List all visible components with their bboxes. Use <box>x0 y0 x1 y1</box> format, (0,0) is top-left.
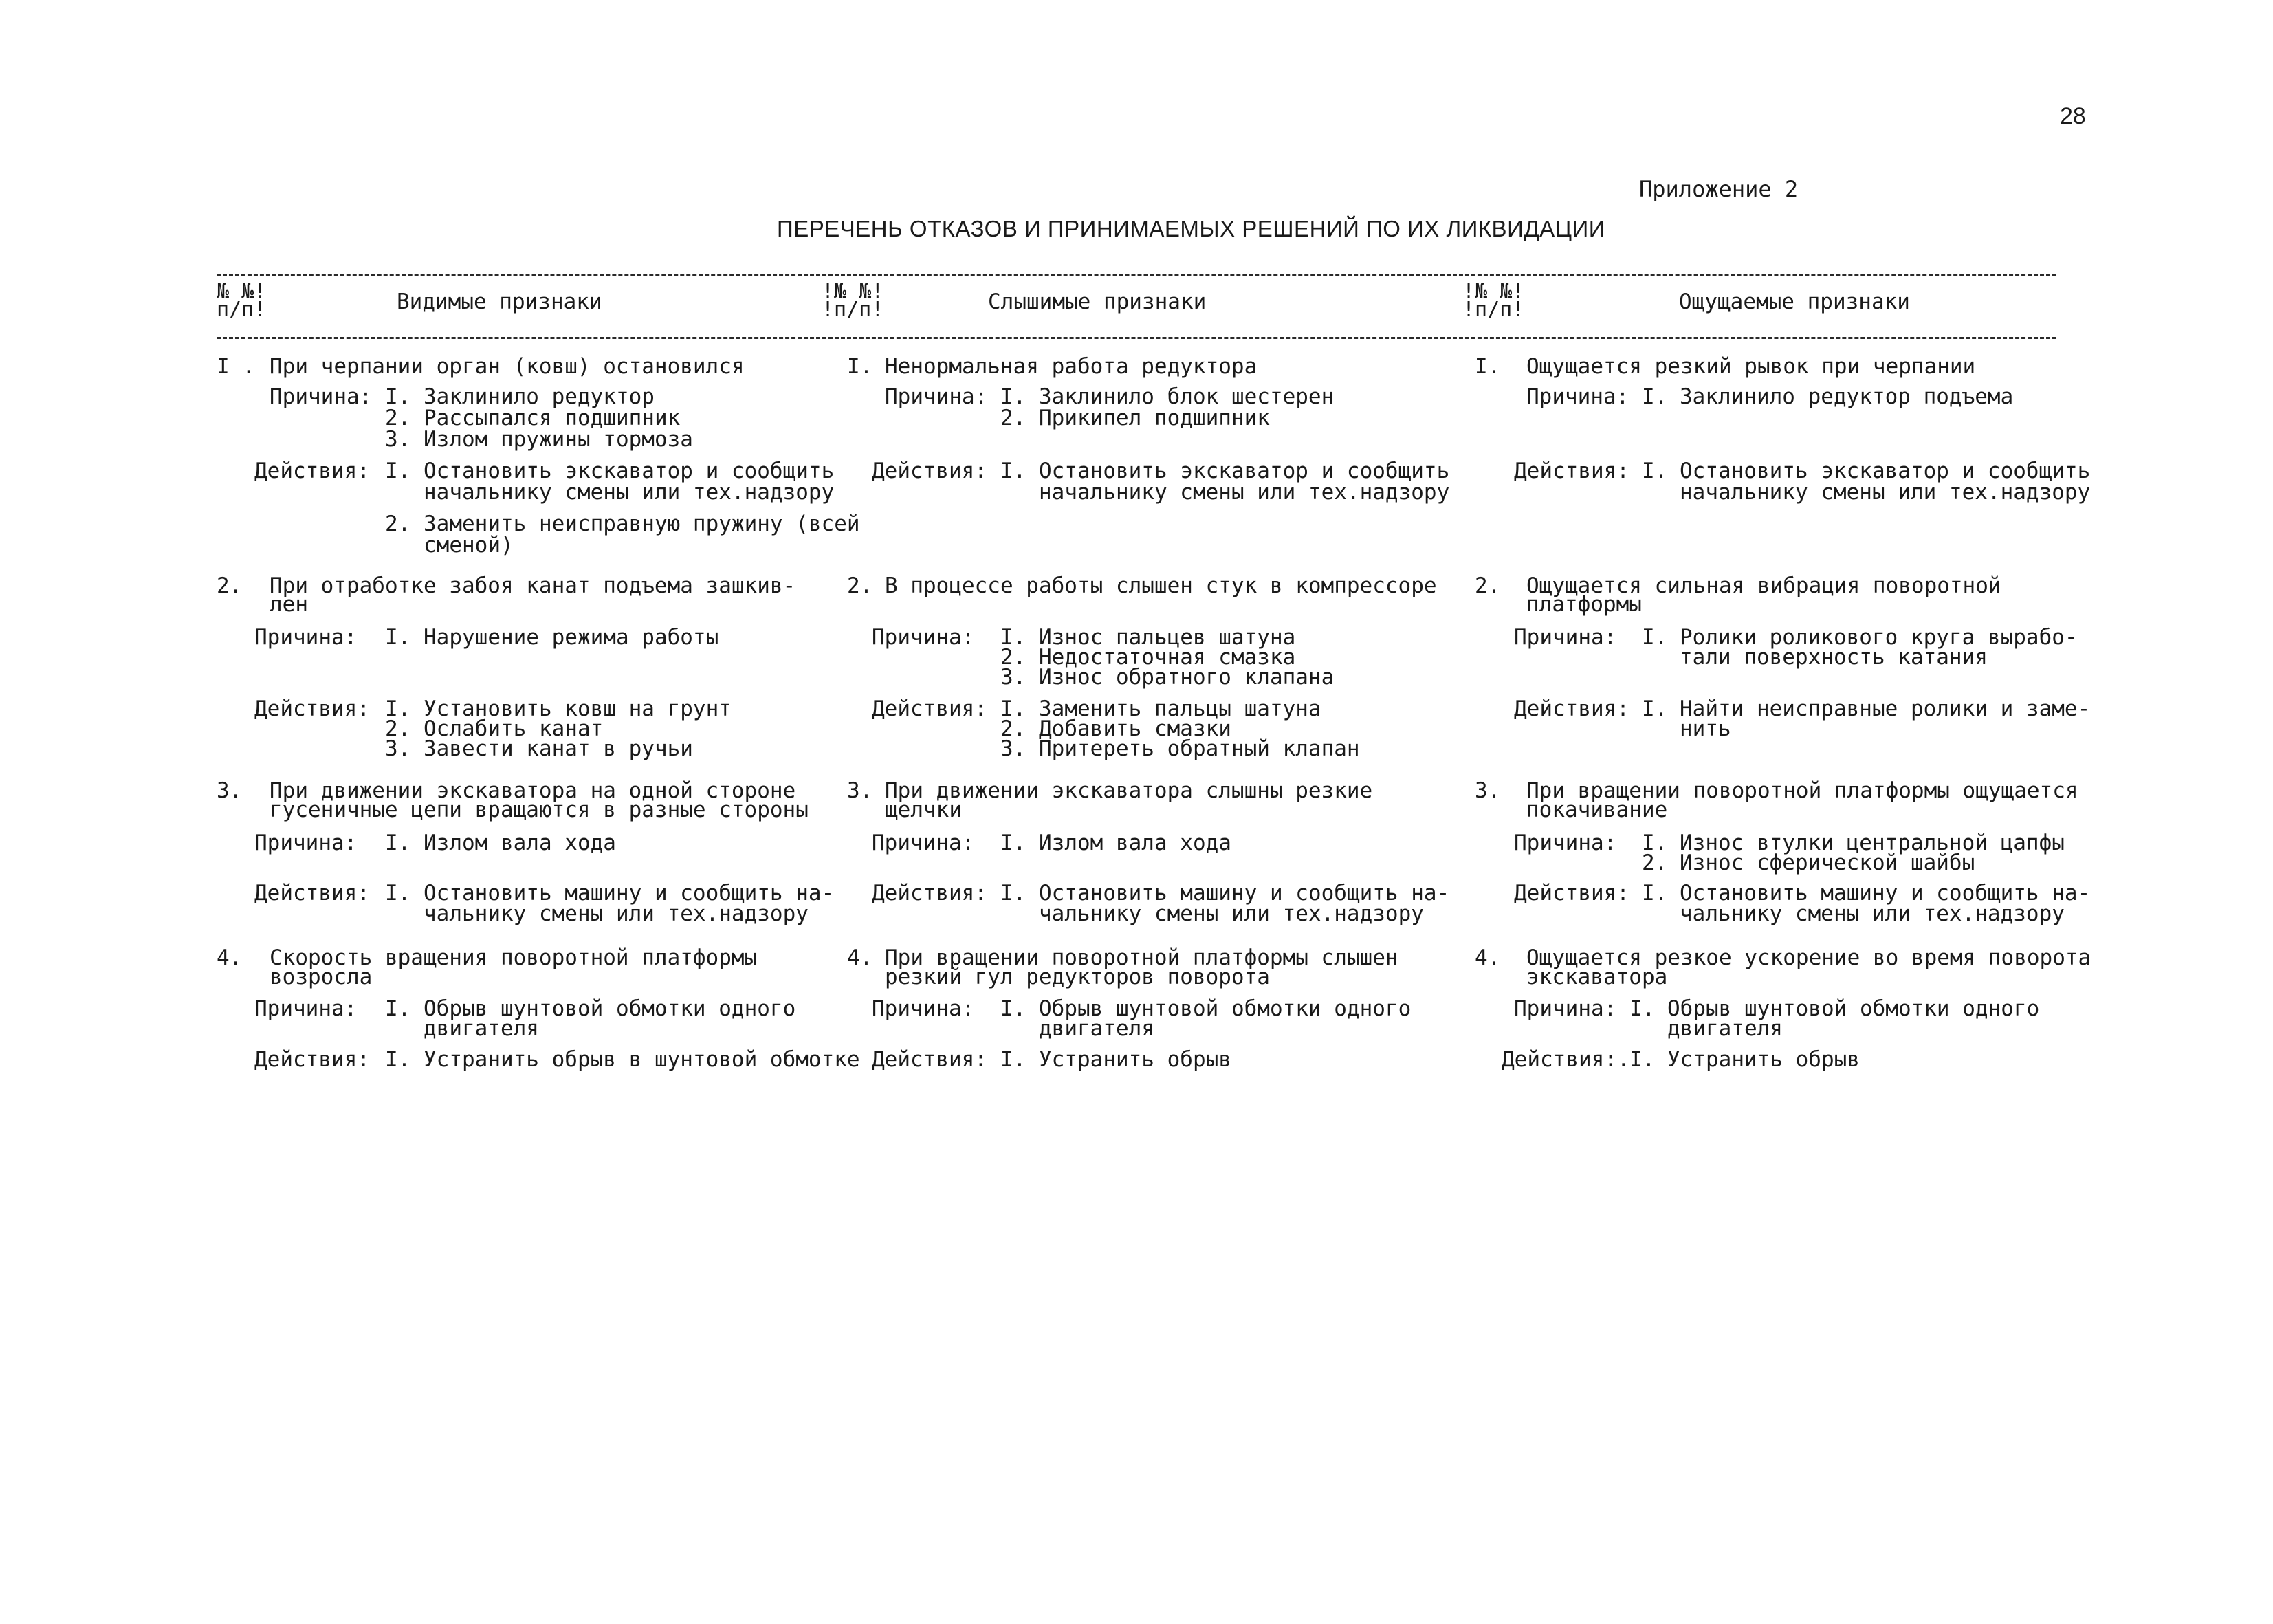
row-number: 2. <box>847 573 873 598</box>
item-number: 2. <box>1000 406 1026 430</box>
item-number: I. <box>385 459 411 483</box>
item-number: I. <box>385 384 411 409</box>
cause-item: Недостаточная смазка <box>1039 645 1296 670</box>
symptom-title: В процессе работы слышен стук в компрессоре <box>885 573 1437 598</box>
symptom-title: При вращении поворотной платформы слышен <box>885 945 1398 970</box>
action-item: Остановить машину и сообщить на- <box>1039 881 1450 906</box>
action-label: Действия: <box>254 459 370 483</box>
cause-item: Рассыпался подшипник <box>424 406 681 430</box>
action-item: Заменить пальцы шатуна <box>1039 696 1321 721</box>
action-item: Добавить смазки <box>1039 716 1231 741</box>
cause-item: Износ пальцев шатуна <box>1039 625 1296 650</box>
action-item: Остановить экскаватор и сообщить <box>1039 459 1450 483</box>
row-number: 3. <box>1475 778 1501 803</box>
action-item: начальнику смены или тех.надзору <box>424 480 835 505</box>
item-number: 2. <box>1642 851 1668 875</box>
item-number: 2. <box>385 512 411 536</box>
item-number: 3. <box>385 427 411 452</box>
symptom-title: лен <box>270 592 308 617</box>
row-number: 2. <box>217 573 243 598</box>
cause-label: Причина: <box>270 384 373 409</box>
symptom-title: покачивание <box>1526 798 1668 822</box>
cause-item: Заклинило редуктор <box>424 384 655 409</box>
action-item: Завести канат в ручьи <box>424 736 693 761</box>
item-number: I. <box>1000 996 1026 1021</box>
item-number: I. <box>385 831 411 855</box>
item-number: I. <box>1000 625 1026 650</box>
cause-label: Причина: <box>872 625 975 650</box>
action-item: чальнику смены или тех.надзору <box>1039 901 1424 926</box>
appendix-label: Приложение 2 <box>1639 176 1799 202</box>
row-number: I. <box>847 354 873 379</box>
symptom-title: При отработке забоя канат подъема зашкив- <box>270 573 796 598</box>
symptom-title: Ощущается резкий рывок при черпании <box>1526 354 1976 379</box>
item-number: I. <box>1629 996 1656 1021</box>
symptom-title: резкий гул редукторов поворота <box>885 965 1270 989</box>
item-number: I. <box>385 1047 411 1072</box>
cause-item: Заклинило редуктор подъема <box>1680 384 2014 409</box>
symptom-title: экскаватора <box>1526 965 1668 989</box>
item-number: I. <box>1642 459 1668 483</box>
action-item: Устранить обрыв <box>1039 1047 1231 1072</box>
action-item: сменой) <box>424 533 514 558</box>
action-label: Действия:. <box>1502 1047 1630 1072</box>
item-number: 3. <box>385 736 411 761</box>
item-number: I. <box>1642 625 1668 650</box>
cause-label: Причина: <box>885 384 988 409</box>
row-number: I . <box>217 354 255 379</box>
cause-label: Причина: <box>254 831 358 855</box>
row-number: I. <box>1475 354 1501 379</box>
cause-item: Обрыв шунтовой обмотки одного <box>1039 996 1412 1021</box>
item-number: 2. <box>385 406 411 430</box>
cause-item: Излом вала хода <box>1039 831 1231 855</box>
header-bottom-rule <box>217 337 2056 339</box>
header-num-bottom-2: !п/п! <box>822 298 884 322</box>
item-number: 2. <box>385 716 411 741</box>
page-title: ПЕРЕЧЕНЬ ОТКАЗОВ И ПРИНИМАЕМЫХ РЕШЕНИЙ ПО ИХ ЛИКВИДАЦИИ <box>777 216 1605 241</box>
cause-label: Причина: <box>1526 384 1629 409</box>
item-number: I. <box>1629 1047 1656 1072</box>
row-number: 3. <box>847 778 873 803</box>
cause-label: Причина: <box>872 831 975 855</box>
item-number: I. <box>385 996 411 1021</box>
action-label: Действия: <box>254 881 370 906</box>
item-number: I. <box>1000 459 1026 483</box>
item-number: I. <box>1642 831 1668 855</box>
header-num-bottom-3: !п/п! <box>1462 298 1525 322</box>
cause-item: двигателя <box>1667 1016 1783 1041</box>
symptom-title: При черпании орган (ковш) остановился <box>270 354 745 379</box>
symptom-title: возросла <box>270 965 373 989</box>
symptom-title: Ощущается сильная вибрация поворотной <box>1526 573 2001 598</box>
row-number: 4. <box>217 945 243 970</box>
action-item: начальнику смены или тех.надзору <box>1039 480 1450 505</box>
cause-item: двигателя <box>1039 1016 1154 1041</box>
item-number: I. <box>1642 696 1668 721</box>
header-num-top-2: !№ №! <box>822 279 884 303</box>
header-num-bottom: п/п! <box>217 298 267 322</box>
action-item: чальнику смены или тех.надзору <box>424 901 809 926</box>
item-number: 2. <box>1000 645 1026 670</box>
cause-item: Излом пружины тормоза <box>424 427 693 452</box>
cause-label: Причина: <box>254 625 358 650</box>
header-top-rule <box>217 274 2056 276</box>
action-item: Ослабить канат <box>424 716 604 741</box>
symptom-title: Ненормальная работа редуктора <box>885 354 1258 379</box>
action-label: Действия: <box>254 1047 370 1072</box>
cause-item: двигателя <box>424 1016 539 1041</box>
action-item: Остановить машину и сообщить на- <box>1680 881 2091 906</box>
item-number: I. <box>1000 384 1026 409</box>
action-item: чальнику смены или тех.надзору <box>1680 901 2065 926</box>
cause-item: Обрыв шунтовой обмотки одного <box>1667 996 2040 1021</box>
cause-label: Причина: <box>1514 996 1617 1021</box>
action-item: Притереть обратный клапан <box>1039 736 1360 761</box>
cause-label: Причина: <box>1514 831 1617 855</box>
cause-item: Ролики роликового круга вырабо- <box>1680 625 2078 650</box>
action-label: Действия: <box>872 459 987 483</box>
cause-item: Прикипел подшипник <box>1039 406 1270 430</box>
action-item: начальнику смены или тех.надзору <box>1680 480 2091 505</box>
item-number: 2. <box>1000 716 1026 741</box>
item-number: I. <box>1642 881 1668 906</box>
cause-label: Причина: <box>254 996 358 1021</box>
header-num-top-3: !№ №! <box>1462 279 1525 303</box>
row-number: 4. <box>847 945 873 970</box>
action-item: Устранить обрыв в шунтовой обмотке <box>424 1047 860 1072</box>
action-item: Остановить экскаватор и сообщить <box>1680 459 2091 483</box>
item-number: I. <box>1000 881 1026 906</box>
item-number: I. <box>1000 696 1026 721</box>
header-tactile-signs: Ощущаемые признаки <box>1679 289 1910 314</box>
cause-item: Износ втулки центральной цапфы <box>1680 831 2065 855</box>
symptom-title: При вращении поворотной платформы ощущается <box>1526 778 2078 803</box>
cause-item: Заклинило блок шестерен <box>1039 384 1335 409</box>
item-number: I. <box>385 625 411 650</box>
cause-item: Износ сферической шайбы <box>1680 851 1975 875</box>
cause-label: Причина: <box>872 996 975 1021</box>
action-label: Действия: <box>254 696 370 721</box>
item-number: I. <box>1642 384 1668 409</box>
action-item: Остановить машину и сообщить на- <box>424 881 835 906</box>
action-item: Заменить неисправную пружину (всей <box>424 512 860 536</box>
action-label: Действия: <box>872 881 987 906</box>
action-label: Действия: <box>1514 881 1629 906</box>
symptom-title: При движении экскаватора на одной стороне <box>270 778 796 803</box>
row-number: 2. <box>1475 573 1501 598</box>
page-number: 28 <box>2060 103 2086 129</box>
cause-item: Износ обратного клапана <box>1039 665 1335 690</box>
item-number: I. <box>385 696 411 721</box>
symptom-title: гусеничные цепи вращаются в разные стороны <box>270 798 809 822</box>
item-number: I. <box>1000 831 1026 855</box>
cause-item: Обрыв шунтовой обмотки одного <box>424 996 796 1021</box>
header-num-top: № №! <box>217 279 267 303</box>
cause-item: тали поверхность катания <box>1680 645 1988 670</box>
action-label: Действия: <box>1514 696 1629 721</box>
item-number: I. <box>385 881 411 906</box>
action-item: Устранить обрыв <box>1667 1047 1860 1072</box>
item-number: 3. <box>1000 665 1026 690</box>
symptom-title: Ощущается резкое ускорение во время поворота <box>1526 945 2091 970</box>
symptom-title: При движении экскаватора слышны резкие <box>885 778 1373 803</box>
action-label: Действия: <box>1514 459 1629 483</box>
header-visible-signs: Видимые признаки <box>397 289 602 314</box>
row-number: 3. <box>217 778 243 803</box>
action-item: нить <box>1680 716 1731 741</box>
cause-item: Нарушение режима работы <box>424 625 719 650</box>
item-number: 3. <box>1000 736 1026 761</box>
symptom-title: платформы <box>1526 592 1642 617</box>
action-label: Действия: <box>872 696 987 721</box>
cause-label: Причина: <box>1514 625 1617 650</box>
item-number: I. <box>1000 1047 1026 1072</box>
action-item: Найти неисправные ролики и заме- <box>1680 696 2091 721</box>
symptom-title: щелчки <box>885 798 962 822</box>
header-audible-signs: Слышимые признаки <box>988 289 1207 314</box>
symptom-title: Скорость вращения поворотной платформы <box>270 945 758 970</box>
action-item: Остановить экскаватор и сообщить <box>424 459 835 483</box>
action-label: Действия: <box>872 1047 987 1072</box>
action-item: Установить ковш на грунт <box>424 696 732 721</box>
cause-item: Излом вала хода <box>424 831 616 855</box>
row-number: 4. <box>1475 945 1501 970</box>
